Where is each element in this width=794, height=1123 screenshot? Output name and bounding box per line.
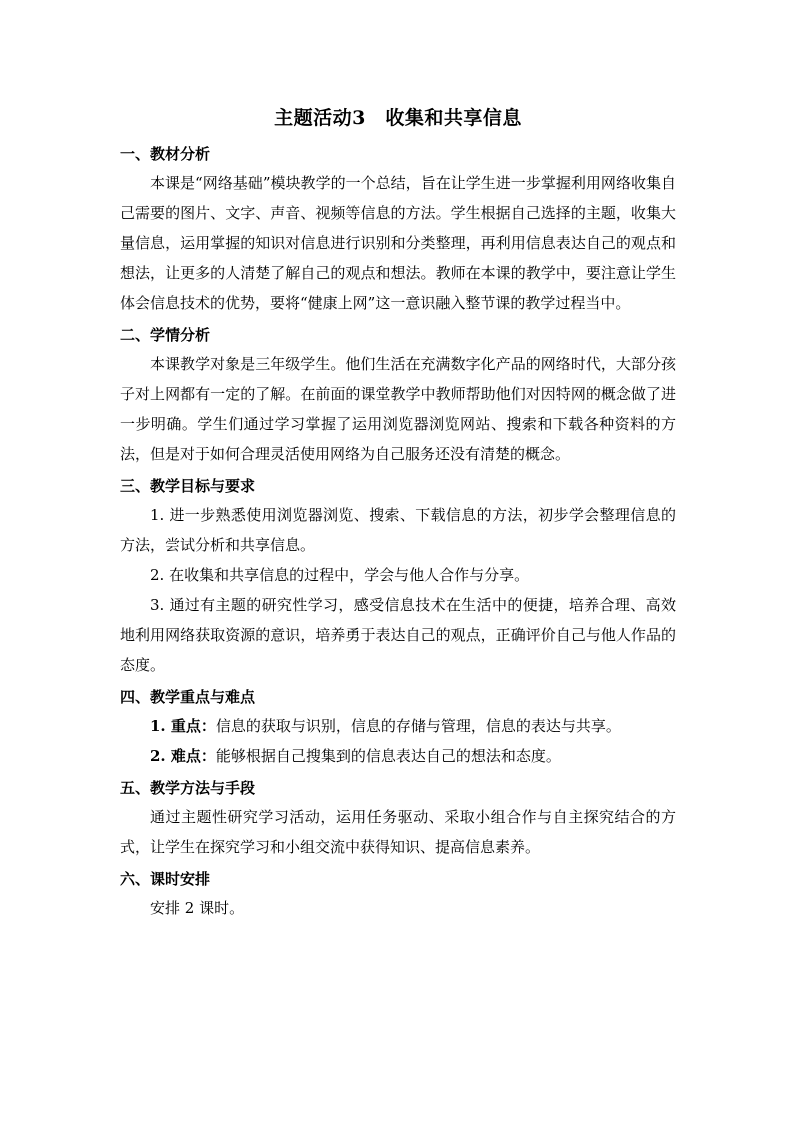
point-text: 能够根据自己搜集到的信息表达自己的想法和态度。 (215, 747, 561, 765)
point-label: 重点： (170, 717, 216, 735)
document-content (120, 104, 676, 926)
section-methods (120, 774, 676, 862)
point-text: 信息的获取与识别，信息的存储与管理，信息的表达与共享。 (215, 717, 621, 735)
section-heading: 三、教学目标与要求 (120, 477, 256, 495)
objective-item: 2. 在收集和共享信息的过程中，学会与他人合作与分享。 (150, 566, 530, 584)
section-textbook-analysis (120, 140, 676, 318)
section-schedule (120, 865, 676, 923)
section-paragraph: 通过主题性研究学习活动，运用任务驱动、采取小组合作与自主探究结合的方式，让学生在探究学习和小组交流中获得知识、提高信息素养。 (120, 808, 676, 856)
section-paragraph: 本课教学对象是三年级学生。他们生活在充满数字化产品的网络时代，大部分孩子对上网都有一定的了解。在前面的课堂教学中教师帮助他们对因特网的概念做了进一步明确。学生们通过学习掌握了运用浏览器浏览网站、搜索和下载各种资料的方法，但是对于如何合理灵活使用网络为自己服务还没有清楚的概念。 (120, 355, 676, 463)
key-point-item (120, 711, 676, 741)
section-heading: 四、教学重点与难点 (120, 688, 256, 706)
section-heading: 二、学情分析 (120, 326, 211, 344)
document-title: 主题活动3 收集和共享信息 (274, 107, 522, 129)
section-key-points (120, 683, 676, 771)
point-label: 难点： (170, 747, 216, 765)
section-objectives (120, 472, 676, 680)
difficult-point-item (120, 741, 676, 771)
section-heading: 一、教材分析 (120, 145, 211, 163)
objective-item: 1. 进一步熟悉使用浏览器浏览、搜索、下载信息的方法，初步学会整理信息的方法，尝试分析和共享信息。 (120, 506, 676, 554)
section-paragraph: 本课是“网络基础”模块教学的一个总结，旨在让学生进一步掌握利用网络收集自己需要的图片、文字、声音、视频等信息的方法。学生根据自己选择的主题，收集大量信息，运用掌握的知识对信息进行识别和分类整理，再利用信息表达自己的观点和想法，让更多的人清楚了解自己的观点和想法。教师在本课的教学中，要注意让学生体会信息技术的优势，要将“健康上网”这一意识融入整节课的教学过程当中。 (120, 174, 676, 312)
point-number: 1. (150, 717, 171, 735)
section-heading: 六、课时安排 (120, 870, 211, 888)
section-paragraph: 安排 2 课时。 (150, 899, 245, 917)
section-heading: 五、教学方法与手段 (120, 779, 256, 797)
point-number: 2. (150, 747, 171, 765)
section-student-analysis (120, 321, 676, 469)
objective-item: 3. 通过有主题的研究性学习，感受信息技术在生活中的便捷，培养合理、高效地利用网络获取资源的意识，培养勇于表达自己的观点，正确评价自己与他人作品的态度。 (120, 596, 676, 674)
